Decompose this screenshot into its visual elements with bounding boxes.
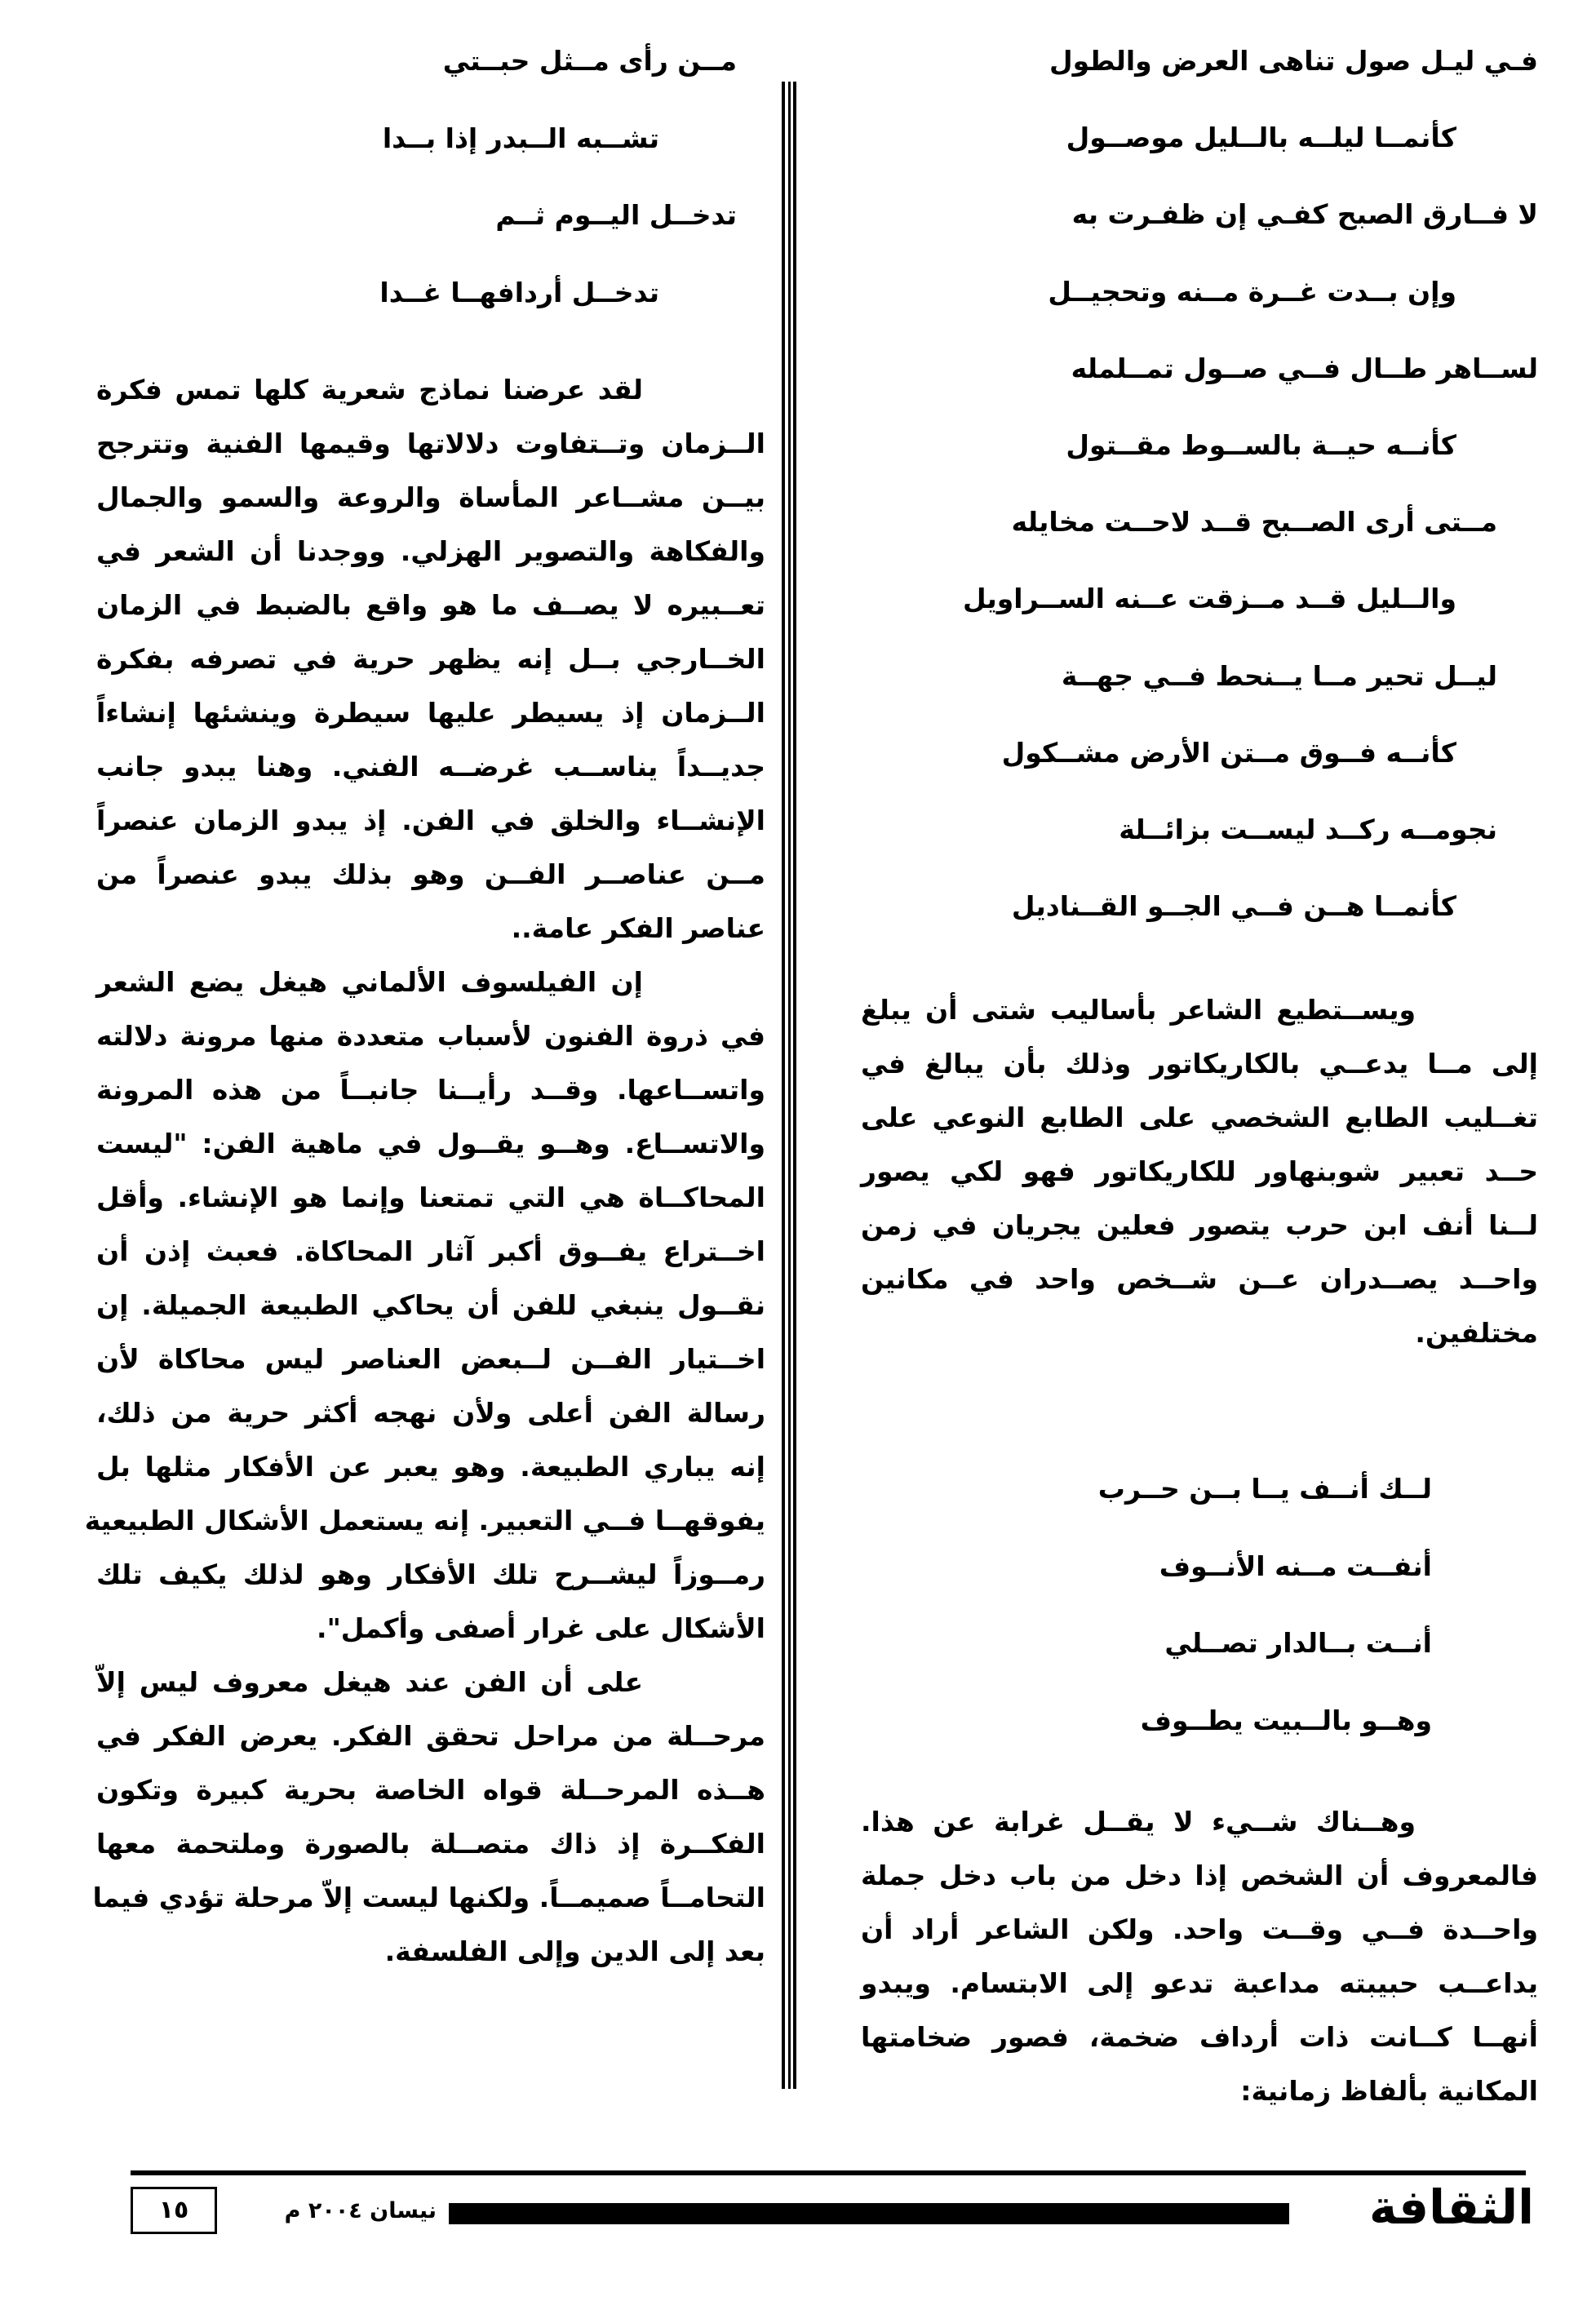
verse-line: كأنمــا هــن فــي الجــو القــناديل (1011, 890, 1456, 923)
verse-line: لســاهر طــال فــي صــول تمــلمله (1071, 352, 1538, 384)
text-line: تغــليب الطابع الشخصي على الطابع النوعي على (861, 1102, 1538, 1133)
text-line: واحــدة فــي وقــت واحد. ولكن الشاعر أراد أن (861, 1913, 1538, 1945)
text-line: على أن الفن عند هيغل معروف ليس إلاّ (96, 1666, 643, 1698)
paragraph-caricature (861, 983, 1538, 1360)
verse-line: وهــو بالــبيت يطــوف (1140, 1704, 1432, 1736)
text-line: المكانية بألفاظ زمانية: (1240, 2075, 1538, 2107)
text-line: اخــتراع يفــوق أكبر آثار المحاكاة. فعبث إذن أن (96, 1235, 765, 1267)
text-line: بيــن مشــاعر المأساة والروعة والسمو والجمال (96, 481, 765, 513)
verse-line: مــتى أرى الصــبح قــد لاحــت مخايله (1011, 506, 1497, 539)
issue-date: نيسان ٢٠٠٤ م (284, 2198, 437, 2223)
text-line: إلى مــا يدعــي بالكاريكاتور وذلك بأن يبالغ في (861, 1048, 1538, 1080)
text-line: رمــوزاً ليشــرح تلك الأفكار وهو لذلك يكيف تلك (96, 1558, 765, 1590)
verse-line: نجومــه ركــد ليســت بزائــلة (1119, 813, 1497, 845)
text-line: رسالة الفن أعلى ولأن نهجه أكثر حرية من ذلك، (96, 1397, 765, 1429)
verse-line: كأنمــا ليلــه بالــليل موصــول (1066, 122, 1456, 154)
text-line: إن الفيلسوف الألماني هيغل يضع الشعر (96, 966, 643, 998)
verse-line: أنــت بــالدار تصــلي (1164, 1627, 1432, 1659)
text-line: الــزمان وتــتفاوت دلالاتها وقيمها الفنية وتترجح (96, 428, 765, 459)
text-line: مــن عناصــر الفــن وهو بذلك يبدو عنصراً من (96, 858, 765, 890)
text-line: ويســتطيع الشاعر بأساليب شتى أن يبلغ (861, 994, 1416, 1026)
text-line: التحامــاً صميمــاً. ولكنها ليست إلاّ مرحلة تؤدي فيما (92, 1882, 765, 1913)
page-number: ١٥ (131, 2187, 217, 2234)
text-line: مرحــلة من مراحل تحقق الفكر. يعرض الفكر في (96, 1720, 765, 1752)
text-line: اخــتيار الفــن لــبعض العناصر ليس محاكاة لأن (96, 1343, 765, 1375)
text-line: هــذه المرحــلة قواه الخاصة بحرية كبيرة وتكون (96, 1774, 765, 1806)
text-line: إنه يباري الطبيعة. وهو يعبر عن الأفكار مثلها بل (96, 1451, 765, 1483)
verse-line: تدخــل اليــوم ثــم (495, 199, 737, 231)
text-line: واحــد يصــدران عــن شــخص واحد في مكانين (861, 1263, 1538, 1295)
poem-verses-2 (861, 1465, 1538, 1773)
verse-line: مــن رأى مــثل حبــتي (442, 45, 737, 77)
text-line: فالمعروف أن الشخص إذا دخل من باب دخل جملة (861, 1860, 1538, 1891)
text-line: نقــول ينبغي للفن أن يحاكي الطبيعة الجميلة. إن (96, 1289, 765, 1321)
verse-line: أنفــت مــنه الأنــوف (1159, 1550, 1432, 1582)
text-line: أنهــا كــانت ذات أرداف ضخمة، فصور ضخامتها (861, 2021, 1538, 2053)
text-line: تعــبيره لا يصــف ما هو واقع بالضبط في الزمان (96, 589, 765, 621)
text-line: يفوقهــا فــي التعبير. إنه يستعمل الأشكال الطبيعية (84, 1505, 765, 1536)
right-column (861, 37, 1538, 2107)
magazine-logo: الثقافة (1368, 2179, 1534, 2235)
text-line: الــزمان إذ يسيطر عليها سيطرة وينشئها إنشاءاً (96, 697, 765, 729)
paragraph-art-stage (92, 1656, 765, 1979)
verse-line: كأنــه فــوق مــتن الأرض مشــكول (1001, 736, 1456, 769)
poem-verses-3 (96, 37, 765, 345)
text-line: والاتســاع. وهــو يقــول في ماهية الفن: "ليست (96, 1128, 765, 1159)
verse-line: والــليل قــد مــزقت عــنه الســراويل (962, 583, 1456, 615)
text-line: الخــارجي بــل إنه يظهر حرية في تصرفه بفكرة (96, 643, 765, 675)
verse-line: فـي ليـل صول تناهى العرض والطول (1049, 45, 1538, 77)
paragraph-hegel (84, 955, 765, 1656)
text-line: الفكــرة إذ ذاك متصــلة بالصورة وملتحمة معها (96, 1828, 765, 1860)
footer-rule (131, 2170, 1526, 2175)
column-separator (782, 82, 798, 2089)
text-line: بعد إلى الدين وإلى الفلسفة. (384, 1935, 765, 1967)
text-line: الأشكال على غرار أصفى وأكمل". (317, 1612, 765, 1644)
paragraph-time-idea (96, 363, 765, 955)
footer-band (449, 2203, 1289, 2224)
text-line: لقد عرضنا نماذج شعرية كلها تمس فكرة (96, 374, 643, 406)
verse-line: تشــبه الــبدر إذا بــدا (382, 122, 659, 154)
paragraph-strangeness (861, 1795, 1538, 2118)
text-line: المحاكــاة هي التي تمتعنا وإنما هو الإنشاء. وأقل (96, 1182, 765, 1213)
text-line: وهــناك شــيء لا يقــل غرابة عن هذا. (861, 1806, 1416, 1838)
text-line: الإنشــاء والخلق في الفن. إذ يبدو الزمان عنصراً (96, 805, 765, 836)
verse-line: لــك أنــف يــا بــن حــرب (1097, 1473, 1432, 1505)
text-line: والفكاهة والتصوير الهزلي. ووجدنا أن الشعر في (96, 535, 765, 567)
poem-verses-1 (861, 37, 1538, 959)
verse-line: تدخــل أردافهــا غــدا (379, 276, 659, 308)
verse-line: ليــل تحير مــا يــنحط فــي جهــة (1061, 659, 1497, 692)
text-line: لــنا أنف ابن حرب يتصور فعلين يجريان في زمن (861, 1209, 1538, 1241)
text-line: جديــداً يناســب غرضــه الفني. وهنا يبدو جانب (96, 751, 765, 783)
text-line: واتســاعها. وقــد رأيــنا جانبــاً من هذه المرونة (96, 1074, 765, 1106)
text-line: يداعــب حبيبته مداعبة تدعو إلى الابتسام. ويبدو (861, 1967, 1538, 1999)
left-paragraphs (84, 363, 765, 1979)
text-line: عناصر الفكر عامة.. (511, 912, 765, 944)
verse-line: وإن بــدت غــرة مــنه وتحجيــل (1048, 275, 1456, 308)
text-line: مختلفين. (1415, 1317, 1538, 1349)
text-line: في ذروة الفنون لأسباب متعددة منها مرونة دلالته (96, 1020, 765, 1052)
verse-line: كأنــه حيــة بالســوط مقــتول (1066, 428, 1456, 461)
verse-line: لا فــارق الصبح كفـي إن ظفـرت به (1071, 198, 1538, 231)
text-line: حــد تعبير شوبنهاور للكاريكاتور فهو لكي يصور (861, 1155, 1538, 1187)
page-footer (131, 2170, 1534, 2236)
